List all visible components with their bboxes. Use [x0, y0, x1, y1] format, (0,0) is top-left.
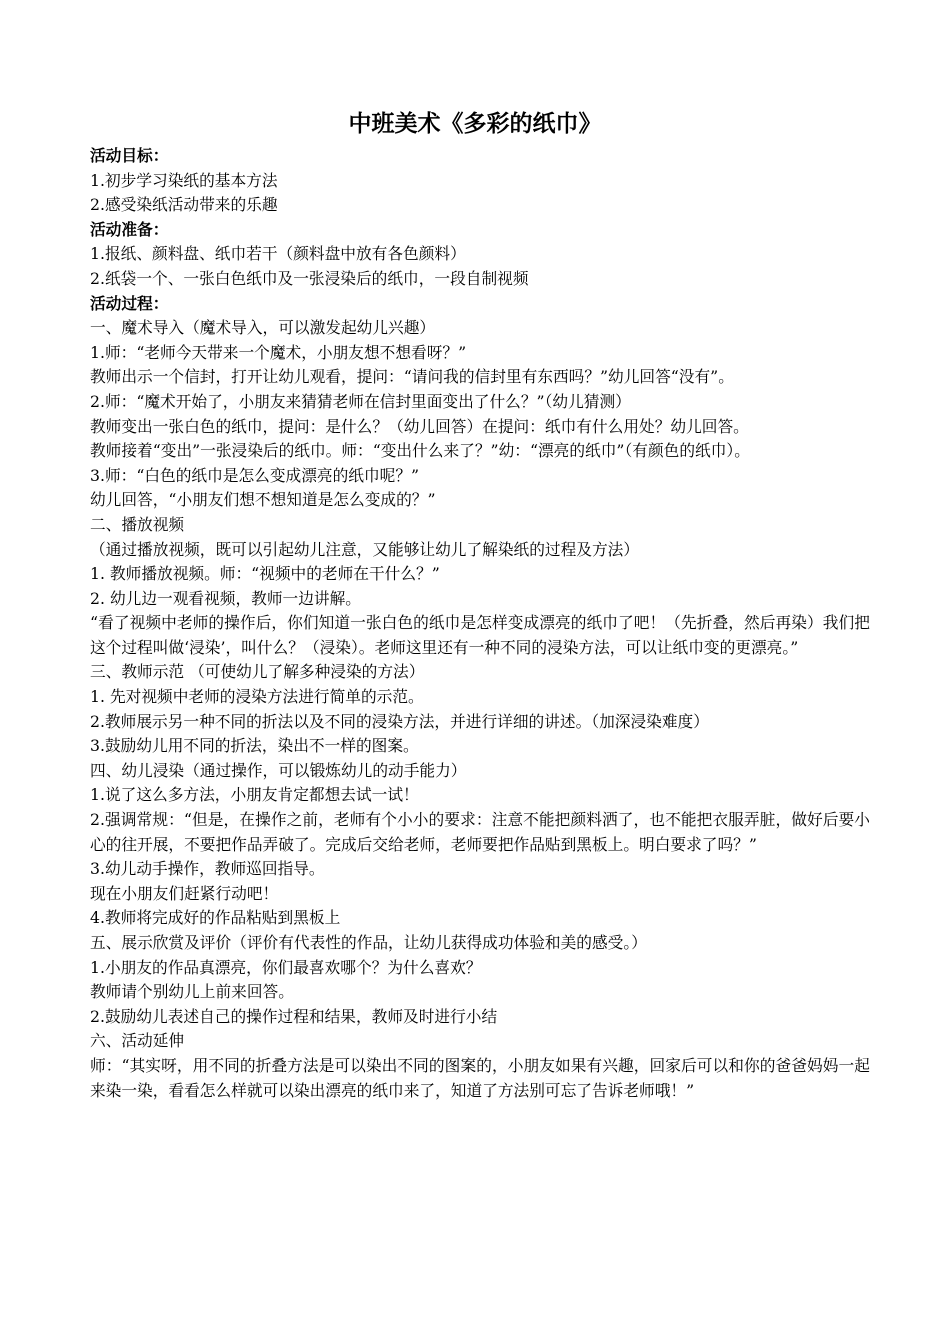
paragraph: （通过播放视频，既可以引起幼儿注意，又能够让幼儿了解染纸的过程及方法）: [90, 539, 640, 559]
goal-item: 1.初步学习染纸的基本方法: [90, 170, 278, 190]
paragraph: 3.幼儿动手操作，教师巡回指导。: [90, 859, 325, 879]
paragraph: 3.鼓励幼儿用不同的折法，染出不一样的图案。: [90, 736, 419, 756]
paragraph: 2.强调常规：“但是，在操作之前，老师有个小小的要求：注意不能把颜料洒了，也不能把衣服弄脏，做好后要小心的往开展，不要把作品弄破了。完成后交给老师，老师要把作品贴到黑板上。明白要求了吗？”: [90, 810, 870, 854]
paragraph: 教师接着“变出”一张浸染后的纸巾。师：“变出什么来了？”幼：“漂亮的纸巾”（有颜色的纸巾）。: [90, 441, 750, 461]
paragraph: 3.师：“白色的纸巾是怎么变成漂亮的纸巾呢？”: [90, 465, 420, 485]
paragraph: 幼儿回答，“小朋友们想不想知道是怎么变成的？”: [90, 490, 436, 510]
goal-item: 2.感受染纸活动带来的乐趣: [90, 195, 278, 215]
paragraph: 4.教师将完成好的作品粘贴到黑板上: [90, 908, 341, 928]
document-body: [90, 144, 870, 1103]
section-title: 一、魔术导入（魔术导入，可以激发起幼儿兴趣）: [90, 318, 436, 338]
paragraph: 教师出示一个信封，打开让幼儿观看，提问：“请问我的信封里有东西吗？”幼儿回答“没有”。: [90, 367, 734, 387]
paragraph: 2.教师展示另一种不同的折法以及不同的浸染方法，并进行详细的讲述。（加深浸染难度）: [90, 711, 709, 731]
document-title: 中班美术《多彩的纸巾》: [348, 110, 602, 137]
paragraph: 2. 幼儿边一观看视频，教师一边讲解。: [90, 588, 361, 608]
section-title: 六、活动延伸: [90, 1031, 185, 1051]
paragraph: 1. 先对视频中老师的浸染方法进行简单的示范。: [90, 687, 424, 707]
section-title: 三、教师示范 （可使幼儿了解多种浸染的方法）: [90, 662, 425, 682]
paragraph: “看了视频中老师的操作后，你们知道一张白色的纸巾是怎样变成漂亮的纸巾了吧！（先折叠，然后再染）我们把这个过程叫做‘浸染’，叫什么？（浸染）。老师这里还有一种不同的浸染方法，可以让纸巾变的更漂亮。”: [90, 613, 870, 657]
process-heading: 活动过程：: [90, 293, 169, 313]
section-title: 二、播放视频: [90, 514, 185, 534]
paragraph: 教师变出一张白色的纸巾，提问：是什么？（幼儿回答）在提问：纸巾有什么用处？幼儿回答。: [90, 416, 749, 436]
paragraph: 1. 教师播放视频。师：“视频中的老师在干什么？”: [90, 564, 440, 584]
prep-item: 1.报纸、颜料盘、纸巾若干（颜料盘中放有各色颜料）: [90, 244, 466, 264]
goals-heading: 活动目标：: [90, 146, 169, 165]
prep-item: 2.纸袋一个、一张白色纸巾及一张浸染后的纸巾，一段自制视频: [90, 268, 529, 288]
paragraph: 1.师：“老师今天带来一个魔术，小朋友想不想看呀？”: [90, 342, 467, 362]
paragraph: 1.小朋友的作品真漂亮，你们最喜欢哪个？为什么喜欢？: [90, 957, 482, 977]
section-title: 四、幼儿浸染（通过操作，可以锻炼幼儿的动手能力）: [90, 760, 467, 780]
paragraph: 1.说了这么多方法，小朋友肯定都想去试一试！: [90, 785, 419, 805]
paragraph: 现在小朋友们赶紧行动吧！: [90, 883, 279, 903]
prep-heading: 活动准备：: [90, 219, 169, 239]
paragraph: 师：“其实呀，用不同的折叠方法是可以染出不同的图案的，小朋友如果有兴趣，回家后可以和你的爸爸妈妈一起来染一染，看看怎么样就可以染出漂亮的纸巾来了，知道了方法别可忘了告诉老师哦！”: [90, 1055, 870, 1100]
paragraph: 教师请个别幼儿上前来回答。: [90, 982, 294, 1002]
section-title: 五、展示欣赏及评价（评价有代表性的作品，让幼儿获得成功体验和美的感受。）: [90, 933, 647, 952]
paragraph: 2.鼓励幼儿表述自己的操作过程和结果，教师及时进行小结: [90, 1006, 498, 1026]
paragraph: 2.师：“魔术开始了，小朋友来猜猜老师在信封里面变出了什么？”（幼儿猜测）: [90, 391, 631, 411]
